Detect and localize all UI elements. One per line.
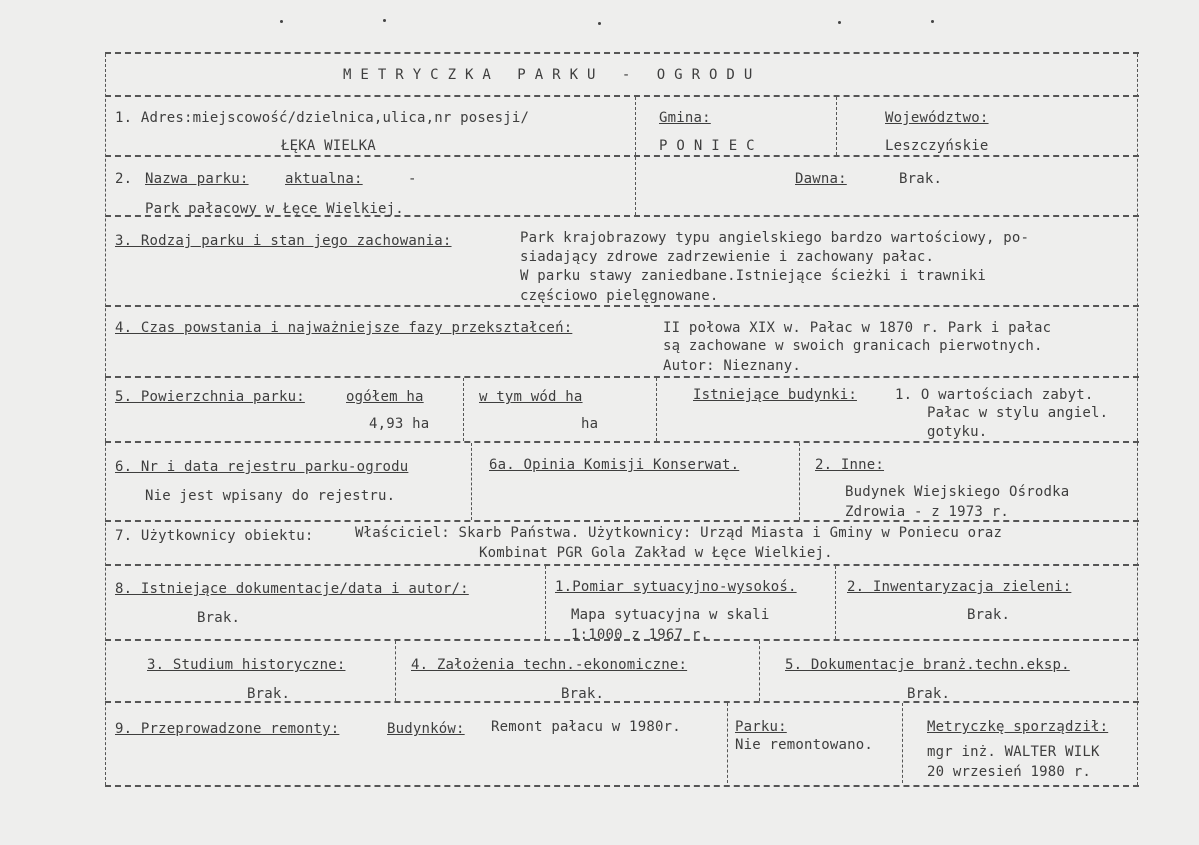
divider-s4 [105,376,1139,378]
s2-former-label: Dawna: [795,171,847,187]
divider-s1 [105,155,1139,157]
s9-park-label: Parku: [735,719,787,735]
s8-survey-line-2: 1:1000 z 1967 r. [571,627,710,643]
s8b-assumptions-label: 4. Założenia techn.-ekonomiczne: [411,657,688,673]
s9-date: 20 wrzesień 1980 r. [927,764,1091,780]
park-record-card [105,52,1139,787]
s9-renovations-label: 9. Przeprowadzone remonty: [115,721,340,737]
s8-divider-a [545,566,546,639]
s8b-assumptions-value: Brak. [561,686,605,702]
s8b-branch-docs-label: 5. Dokumentacje branż.techn.eksp. [785,657,1070,673]
s9-divider-b [902,703,903,783]
s5-water-label: w tym wód ha [479,389,583,405]
s8-greenery-label: 2. Inwentaryzacja zieleni: [847,579,1072,595]
s6-other-line-2: Zdrowia - z 1973 r. [845,504,1009,520]
card-right-border [1137,54,1138,785]
s3-line-2: siadający zdrowe zadrzewienie i zachowany pałac. [520,249,935,265]
s8-greenery-value: Brak. [967,607,1011,623]
s1-voivodeship-value: Leszczyńskie [885,138,989,154]
s6-other-line-1: Budynek Wiejskiego Ośrodka [845,484,1070,500]
s7-line-1: Właściciel: Skarb Państwa. Użytkownicy: Urząd Miasta i Gminy w Poniecu oraz [355,525,1003,541]
s2-current-label: aktualna: [285,171,363,187]
s5-buildings-label: Istniejące budynki: [693,387,857,403]
s8-docs-label: 8. Istniejące dokumentacje/data i autor/: [115,581,469,597]
s1-divider-a [635,97,636,155]
s2-name-label: Nazwa parku: [145,171,249,187]
s1-address-value: ŁĘKA WIELKA [281,138,376,154]
card-title: METRYCZKA PARKU - OGRODU [343,67,762,83]
s2-name-value: Park pałacowy w Łęce Wielkiej. [145,201,404,217]
s6-register-value: Nie jest wpisany do rejestru. [145,488,396,504]
s5-buildings-line-1: 1. O wartościach zabyt. [895,387,1094,403]
s9-prepared-by-label: Metryczkę sporządził: [927,719,1109,735]
s1-gmina-label: Gmina: [659,110,711,126]
divider-s7 [105,564,1139,566]
s8-survey-label: 1.Pomiar sytuacyjno-wysokoś. [555,579,797,595]
s4-line-1: II połowa XIX w. Pałac w 1870 r. Park i pałac [663,320,1052,336]
divider-title [105,95,1139,97]
s9-divider-a [727,703,728,783]
s9-buildings-value: Remont pałacu w 1980r. [491,719,681,735]
card-left-border [105,54,106,785]
s1-gmina-value: PONIEC [659,138,764,154]
s2-current-dash: - [408,171,417,187]
s8b-divider-b [759,641,760,701]
s3-line-1: Park krajobrazowy typu angielskiego bardzo wartościowy, po- [520,230,1030,246]
s5-water-value: ha [581,416,599,432]
s6-register-label: 6. Nr i data rejestru parku-ogrodu [115,459,409,475]
s8-survey-line-1: Mapa sytuacyjna w skali [571,607,770,623]
s5-buildings-line-3: gotyku. [927,424,988,440]
s2-number: 2. [115,171,133,187]
s1-divider-b [836,97,837,155]
s6-other-label: 2. Inne: [815,457,885,473]
s8b-divider-a [395,641,396,701]
divider-s6 [105,520,1139,522]
s3-line-4: częściowo pielęgnowane. [520,288,719,304]
paper-speck [280,20,283,23]
s6-divider-a [471,443,472,520]
s9-author: mgr inż. WALTER WILK [927,744,1100,760]
s7-line-2: Kombinat PGR Gola Zakład w Łęce Wielkiej. [479,545,833,561]
s1-address-label: 1. Adres:miejscowość/dzielnica,ulica,nr posesji/ [115,110,530,126]
paper-speck [383,19,386,22]
s5-divider-b [656,378,657,441]
divider-s3 [105,305,1139,307]
paper-speck [931,20,934,23]
s5-divider-a [463,378,464,441]
s8-divider-b [835,566,836,639]
s1-voivodeship-label: Województwo: [885,110,989,126]
s5-area-label: 5. Powierzchnia parku: [115,389,305,405]
s5-total-label: ogółem ha [346,389,424,405]
s8b-branch-docs-value: Brak. [907,686,951,702]
s4-history-label: 4. Czas powstania i najważniejsze fazy przekształceń: [115,320,573,336]
s4-line-3: Autor: Nieznany. [663,358,802,374]
s4-line-2: są zachowane w swoich granicach pierwotnych. [663,338,1043,354]
paper-speck [598,22,601,25]
paper-speck [838,21,841,24]
divider-s5 [105,441,1139,443]
s2-former-value: Brak. [899,171,943,187]
s8b-study-label: 3. Studium historyczne: [147,657,346,673]
s5-total-value: 4,93 ha [369,416,430,432]
s6-divider-b [799,443,800,520]
s5-buildings-line-2: Pałac w stylu angiel. [927,405,1109,421]
s2-divider [635,157,636,215]
s3-line-3: W parku stawy zaniedbane.Istniejące ścieżki i trawniki [520,268,986,284]
s3-type-label: 3. Rodzaj parku i stan jego zachowania: [115,233,452,249]
s9-buildings-label: Budynków: [387,721,465,737]
s7-users-label: 7. Użytkownicy obiektu: [115,528,314,544]
s6a-opinion-label: 6a. Opinia Komisji Konserwat. [489,457,740,473]
s8b-study-value: Brak. [247,686,291,702]
s8-docs-value: Brak. [197,610,241,626]
s9-park-value: Nie remontowano. [735,737,874,753]
